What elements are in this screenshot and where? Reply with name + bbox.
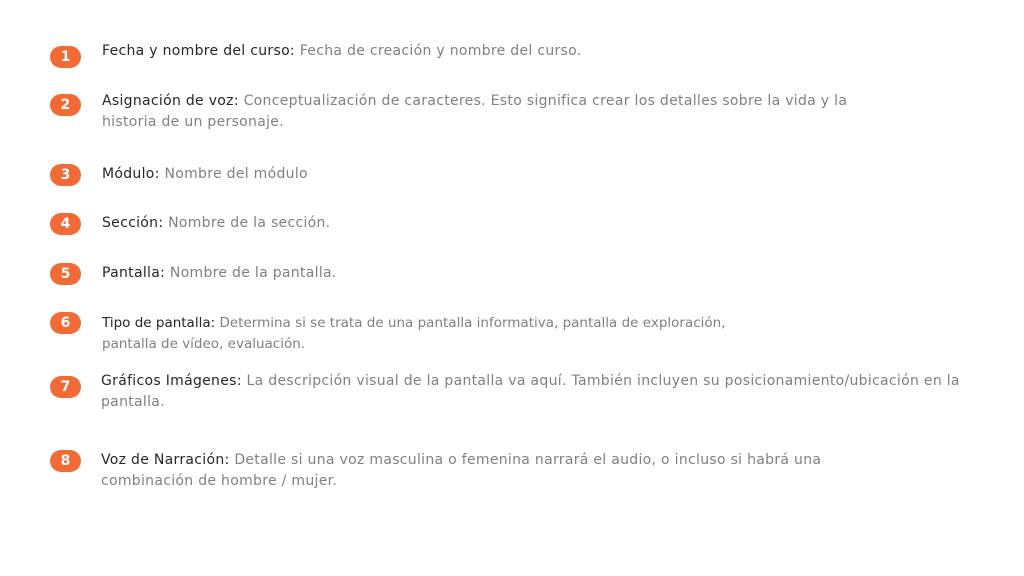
number-badge-8: 8 <box>50 450 81 472</box>
item-description-8: Detalle si una voz masculina o femenina narrará el audio, o incluso si habrá una combinación de hombre / mujer. <box>101 452 822 489</box>
number-badge-2: 2 <box>50 94 81 116</box>
item-description-2: Conceptualización de caracteres. Esto significa crear los detalles sobre la vida y la historia de un personaje. <box>102 93 848 130</box>
number-badge-1: 1 <box>50 46 81 68</box>
number-badge-7: 7 <box>50 376 81 398</box>
item-label-3: Módulo: <box>102 166 160 182</box>
item-text-5 <box>102 263 962 284</box>
number-badge-4: 4 <box>50 213 81 235</box>
item-label-6: Tipo de pantalla: <box>102 315 216 331</box>
item-description-1: Fecha de creación y nombre del curso. <box>299 43 582 59</box>
item-description-5: Nombre de la pantalla. <box>169 265 337 281</box>
item-label-1: Fecha y nombre del curso: <box>102 43 295 59</box>
item-label-8: Voz de Narración: <box>101 452 230 468</box>
item-label-4: Sección: <box>102 215 164 231</box>
number-badge-3: 3 <box>50 164 81 186</box>
item-text-6 <box>102 313 782 355</box>
number-badge-5: 5 <box>50 263 81 285</box>
number-badge-6: 6 <box>50 312 81 334</box>
item-label-7: Gráficos Imágenes: <box>101 373 242 389</box>
item-text-7 <box>101 371 981 413</box>
item-label-5: Pantalla: <box>102 265 166 281</box>
item-text-1 <box>102 41 962 62</box>
item-description-4: Nombre de la sección. <box>168 215 331 231</box>
item-label-2: Asignación de voz: <box>102 93 239 109</box>
item-text-3 <box>102 164 962 185</box>
item-description-7: La descripción visual de la pantalla va aquí. También incluyen su posicionamiento/ubicación en la pantalla. <box>101 373 960 410</box>
item-text-4 <box>102 213 962 234</box>
item-text-2 <box>102 91 862 133</box>
item-text-8 <box>101 450 846 492</box>
item-description-3: Nombre del módulo <box>164 166 308 182</box>
item-description-6: Determina si se trata de una pantalla informativa, pantalla de exploración, pantalla de vídeo, evaluación. <box>102 315 726 352</box>
